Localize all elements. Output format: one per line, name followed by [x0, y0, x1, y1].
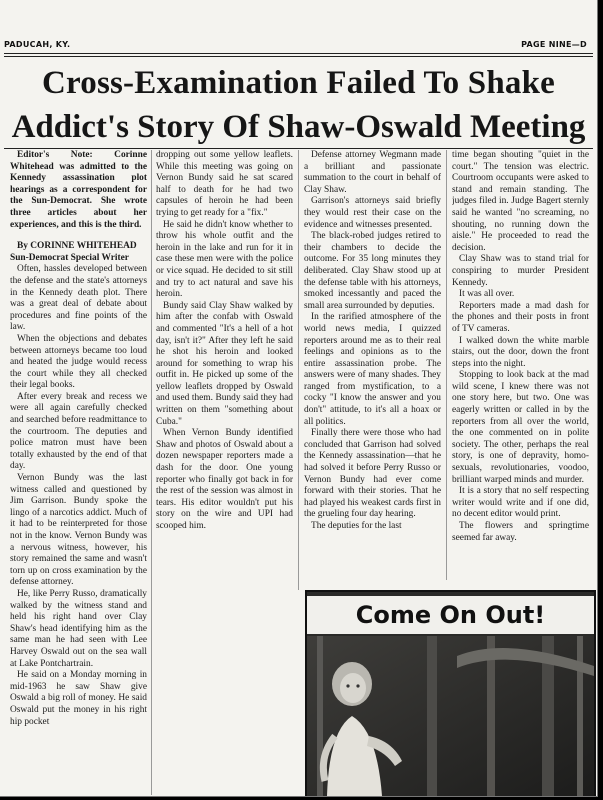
paragraph: When Vernon Bundy identified Shaw and photos of Oswald about a dozen newspaper reporters made a dash for the door. One young reporter who finally got back in for the rest of the session was almost in tears. His editor wouldn't put his story on the wire and UPI had scooped him.	[156, 428, 293, 531]
paragraph: He said he didn't know whether to throw his whole outfit and the heroin in the lake and run for it in case these men were with the police or vice squad. He decided to sit still and try to act natural and save his heroin.	[156, 219, 293, 300]
paragraph: The black-robed judges retired to their chambers to decide the outcome. For 35 long minutes they deliberated. Clay Shaw stood up at the defense table with his attorneys, smoked incessantly and paced the small area surrounded by deputies.	[304, 231, 441, 311]
photo-feature	[305, 590, 596, 797]
paragraph: Clay Shaw was to stand trial for conspiring to murder President Kennedy.	[452, 254, 589, 288]
column-divider	[446, 150, 447, 580]
editors-note: Editor's Note: Corinne Whitehead was admitted to the Kennedy assassination plot hearings as a correspondent for the Sun-Democrat. She wrote three articles about her experiences, and this is the third.	[10, 150, 147, 230]
paragraph: dropping out some yellow leaflets. While this meeting was going on Vernon Bundy said he sat scared half to death for he had two capsules of heroin he had been trying to get ready for a "fix."	[156, 150, 293, 218]
paragraph: The flowers and springtime seemed far away.	[452, 521, 589, 543]
headline-rule	[4, 148, 593, 149]
dateline-location: PADUCAH, KY.	[4, 40, 71, 49]
byline-title: Sun-Democrat Special Writer	[10, 252, 129, 263]
paragraph: Often, hassles developed between the defense and the state's attorneys in the Kennedy death plot. There was a great deal of debate about procedures and fine points of the law.	[10, 264, 147, 333]
paragraph: Stopping to look back at the mad wild scene, I knew there was not one story here, but two. One was eagerly written or called in by the reporters from all over the world, the one commented on in polite society. The other, perhaps the real story, is one of depravity, homo-sexuals, revolutionaries, voodoo, brilliant warped minds and murder.	[452, 370, 589, 485]
paragraph: Reporters made a mad dash for the phones and their posts in front of TV cameras.	[452, 300, 589, 334]
paragraph: The deputies for the last	[311, 521, 402, 531]
column-1	[10, 150, 147, 795]
column-3	[304, 150, 441, 580]
photo-title: Come On Out!	[307, 596, 594, 634]
column-divider	[298, 150, 299, 590]
column-divider	[151, 150, 152, 795]
paragraph: He said on a Monday morning in mid-1963 he saw Shaw give Oswald a big roll of money. He said Oswald put the money in his right hip pocket	[10, 670, 147, 727]
top-rule-2	[4, 56, 593, 57]
byline: By CORINNE WHITEHEAD	[17, 241, 137, 252]
paragraph: In the rarified atmosphere of the world news media, I quizzed reporters around me as to their real feelings and opinions as to the entire assassination probe. The answers were of many shades. They ranged from mystification, to a cocky "I know the answer and you don't" attitude, to it's all a hoax or all politics.	[304, 312, 441, 427]
column-4	[452, 150, 589, 580]
paragraph: Defense attorney Wegmann made a brilliant and passionate summation to the court in behalf of Clay Shaw.	[304, 150, 441, 195]
page-number: PAGE NINE—D	[521, 40, 587, 49]
top-rule	[4, 53, 593, 54]
paragraph: After every break and recess we were all again carefully checked and searched before readmittance to the courtroom. The deputies and police matron must have been totally exhausted by the end of that day.	[10, 391, 147, 472]
paragraph: It was all over.	[459, 289, 515, 300]
paragraph: Vernon Bundy was the last witness called and questioned by Jim Garrison. Bundy spoke the lingo of a narcotics addict. Much of it had to be reinterpreted for those not in the know. Vernon Bundy was a nervous witness, however, his story remained the same and wasn't torn up on cross examination by the defense attorney.	[10, 473, 147, 588]
page-folio	[4, 40, 587, 49]
paragraph: Garrison's attorneys said briefly they would rest their case on the evidence and witnesses presented.	[304, 196, 441, 230]
paragraph: When the objections and debates between attorneys became too loud and heated the judge would recess the court while they all checked their legal books.	[10, 333, 147, 391]
headline-line-1: Cross-Examination Failed To Shake	[41, 65, 556, 101]
paragraph: Finally there were those who had concluded that Garrison had solved the Kennedy assassination—that he had solved it before Perry Russo or Vernon Bundy had ever come forward with their stories. That he had played his weakest cards first in the grueling four day hearing.	[304, 428, 441, 520]
paragraph: time began shouting "quiet in the court." The tension was electric. Courtroom occupants were asked to stand and remain standing. The judges filed in. Judge Bagert sternly said he wanted "no screaming, no shouting, no running down the aisle." He proceeded to read the decision.	[452, 150, 589, 253]
article-headline	[10, 64, 587, 146]
paragraph: Bundy said Clay Shaw walked by him after the confab with Oswald and commented "It's a hell of a hot day, isn't it?" After they left he said he shot his heroin and looked around for something to wrap his outfit in. He picked up some of the yellow leaflets dropped by Oswald and used them. Bundy said they had written on them "something about Cuba."	[156, 300, 293, 427]
child-photo	[307, 636, 594, 796]
paragraph: It is a story that no self respecting writer would write and if one did, no decent editor would print.	[452, 486, 589, 520]
paragraph: He, like Perry Russo, dramatically walked by the witness stand and held his right hand over Clay Shaw's head identifying him as the same man he had seen with Lee Harvey Oswald out on the sea wall at Lake Pontchartrain.	[10, 588, 147, 669]
headline-line-2: Addict's Story Of Shaw-Oswald Meeting	[11, 109, 586, 145]
paragraph: I walked down the white marble stairs, out the door, down the front steps into the night.	[452, 335, 589, 369]
column-2	[156, 150, 293, 590]
